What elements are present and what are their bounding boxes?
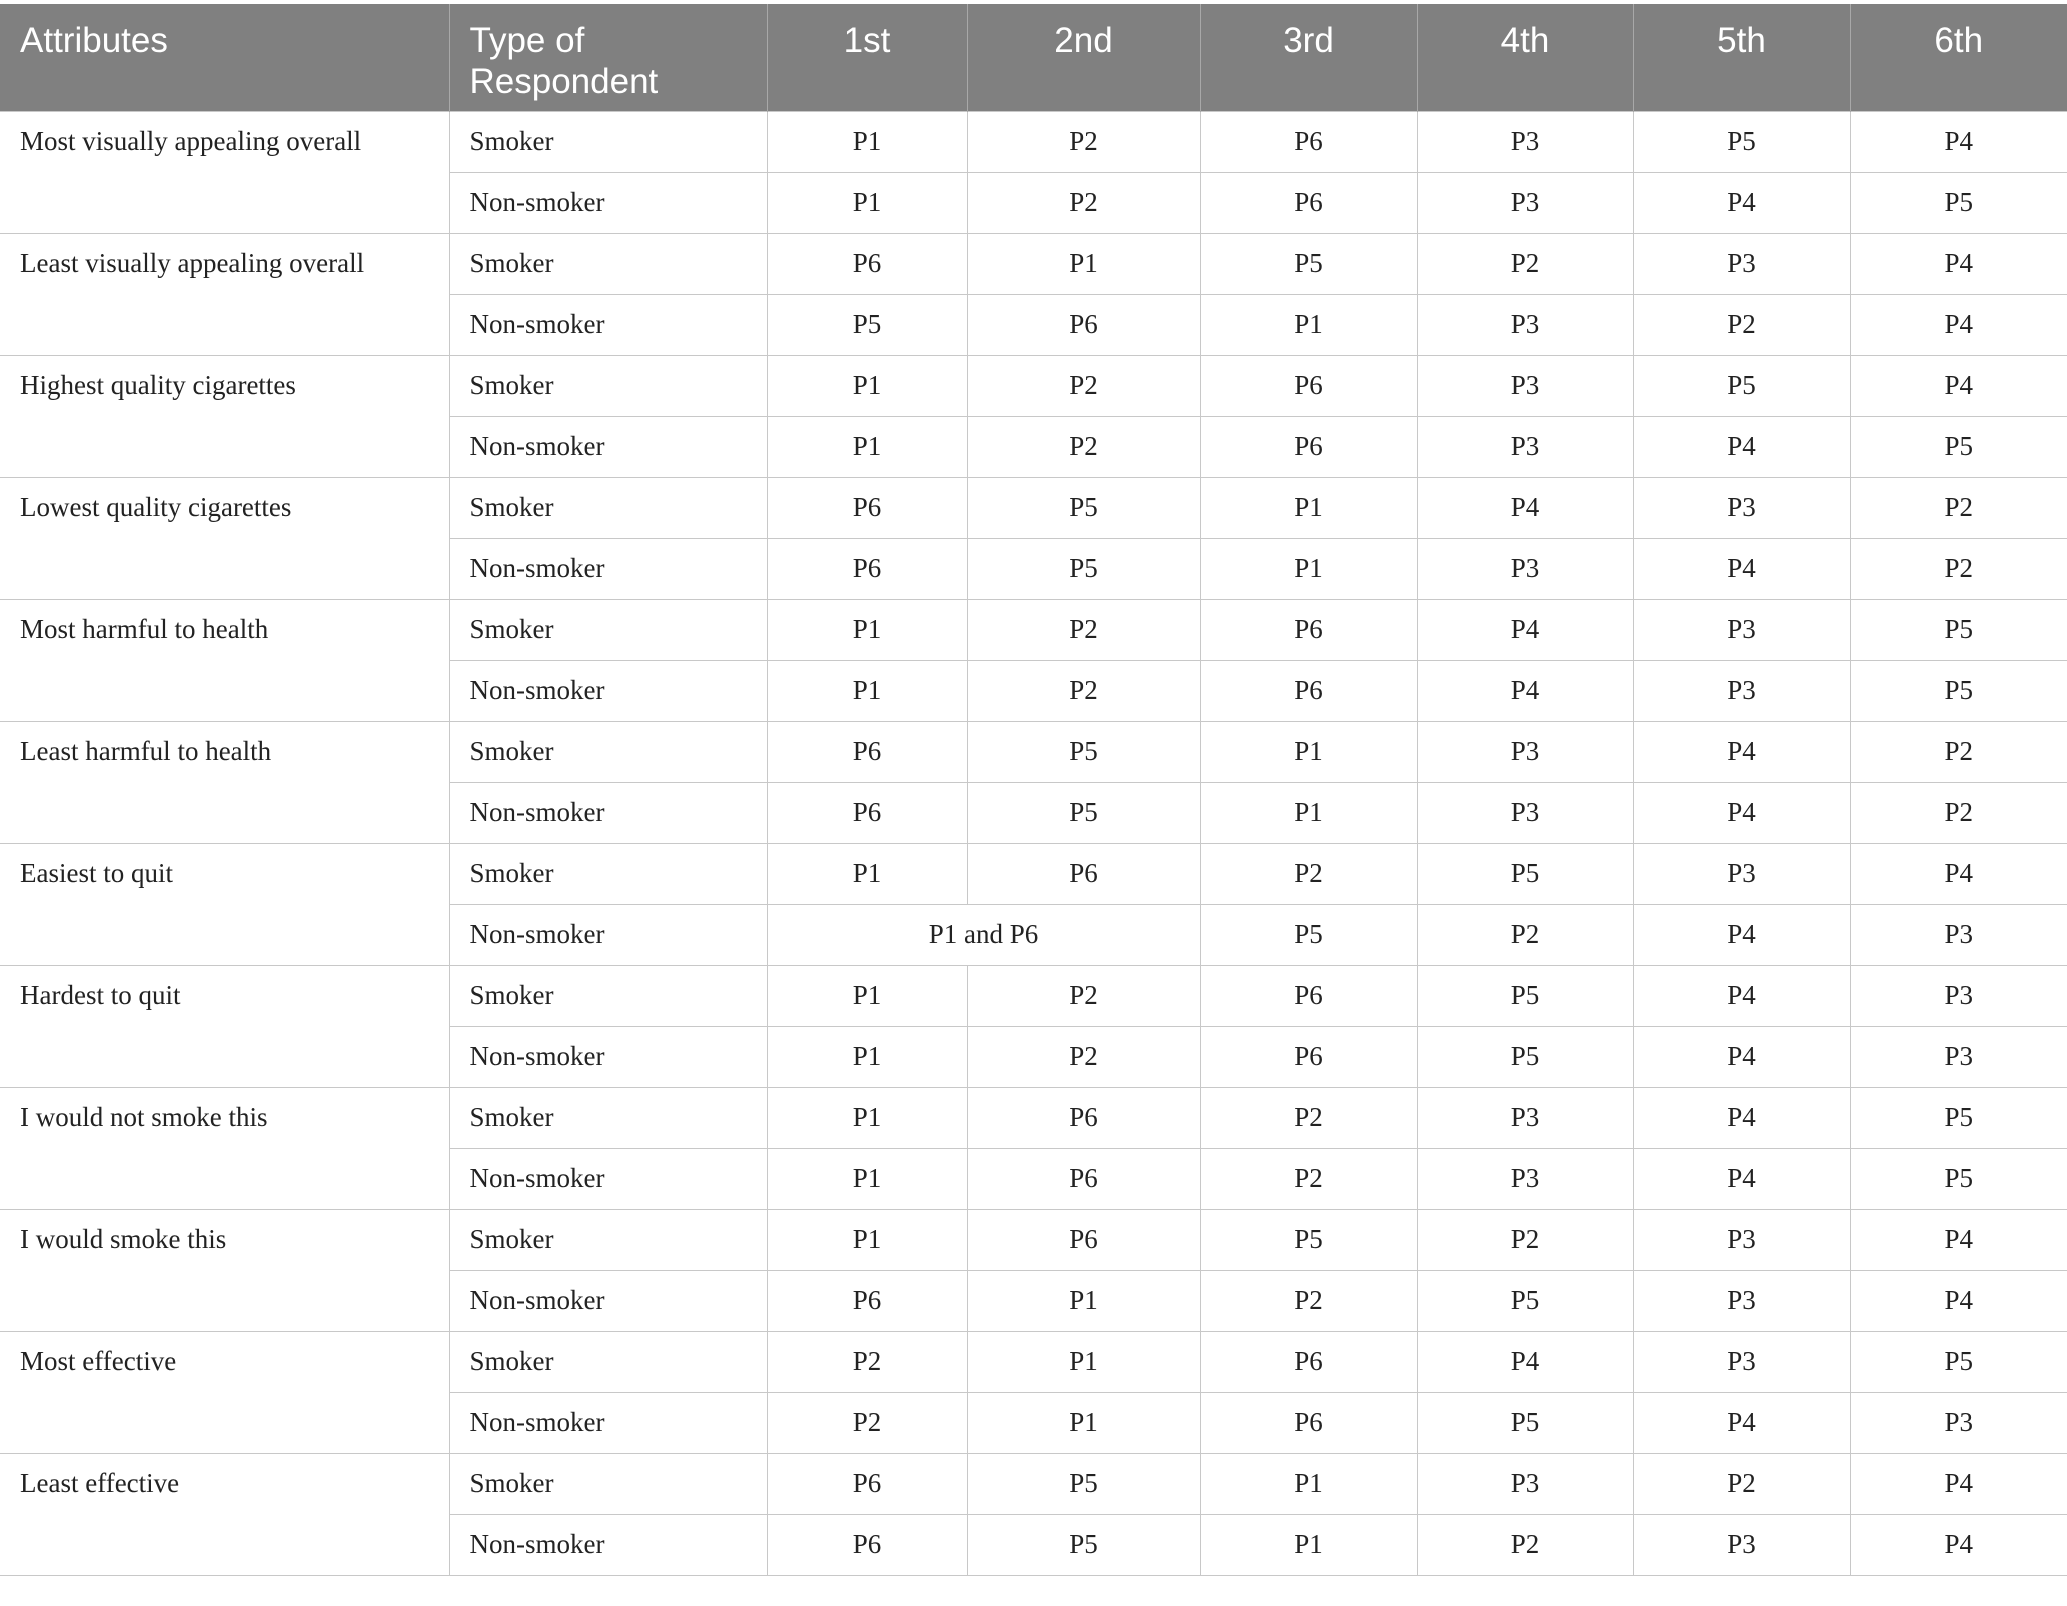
rank-cell: P3 <box>1633 233 1850 294</box>
rank-cell: P3 <box>1633 843 1850 904</box>
rank-cell: P1 <box>767 1026 967 1087</box>
rank-cell: P1 <box>767 843 967 904</box>
respondent-cell: Smoker <box>449 1209 767 1270</box>
rank-cell: P5 <box>967 782 1200 843</box>
rank-cell: P5 <box>1417 965 1633 1026</box>
rank-cell: P6 <box>967 843 1200 904</box>
respondent-cell: Non-smoker <box>449 172 767 233</box>
respondent-cell: Smoker <box>449 477 767 538</box>
attribute-cell: Least effective <box>0 1453 449 1575</box>
rank-cell: P3 <box>1417 782 1633 843</box>
attribute-cell: I would not smoke this <box>0 1087 449 1209</box>
rank-cell: P3 <box>1633 599 1850 660</box>
rank-cell: P3 <box>1417 294 1633 355</box>
respondent-cell: Non-smoker <box>449 1514 767 1575</box>
header-rank-5: 5th <box>1633 4 1850 111</box>
rank-cell: P3 <box>1633 660 1850 721</box>
attribute-cell: Highest quality cigarettes <box>0 355 449 477</box>
rank-cell: P6 <box>1200 172 1417 233</box>
rank-cell: P6 <box>767 1514 967 1575</box>
rank-cell: P6 <box>767 782 967 843</box>
rank-cell: P2 <box>967 416 1200 477</box>
table-row <box>0 233 2067 294</box>
rank-cell: P4 <box>1850 843 2067 904</box>
rank-cell: P6 <box>1200 1392 1417 1453</box>
header-attributes: Attributes <box>0 4 449 111</box>
header-rank-6: 6th <box>1850 4 2067 111</box>
rank-cell: P5 <box>967 1453 1200 1514</box>
rank-cell: P1 <box>767 660 967 721</box>
rank-cell: P3 <box>1417 172 1633 233</box>
attribute-cell: Most effective <box>0 1331 449 1453</box>
rank-cell: P5 <box>767 294 967 355</box>
respondent-cell: Smoker <box>449 721 767 782</box>
rank-cell: P6 <box>1200 660 1417 721</box>
rank-cell: P3 <box>1850 1026 2067 1087</box>
table-row <box>0 965 2067 1026</box>
rank-cell: P3 <box>1417 1148 1633 1209</box>
rank-cell: P4 <box>1417 1331 1633 1392</box>
attribute-cell: Lowest quality cigarettes <box>0 477 449 599</box>
table-row <box>0 721 2067 782</box>
rank-cell: P3 <box>1850 904 2067 965</box>
rank-cell: P5 <box>1850 660 2067 721</box>
rank-cell: P5 <box>1417 1026 1633 1087</box>
rank-cell: P6 <box>767 477 967 538</box>
respondent-cell: Non-smoker <box>449 538 767 599</box>
rank-cell: P1 <box>767 965 967 1026</box>
rank-cell: P6 <box>1200 416 1417 477</box>
rank-cell: P3 <box>1417 1453 1633 1514</box>
rank-cell: P2 <box>1633 1453 1850 1514</box>
rank-cell: P1 <box>1200 782 1417 843</box>
respondent-cell: Non-smoker <box>449 1270 767 1331</box>
rank-cell: P1 and P6 <box>767 904 1200 965</box>
rank-cell: P2 <box>1200 1148 1417 1209</box>
rank-cell: P4 <box>1850 111 2067 172</box>
rank-cell: P1 <box>1200 294 1417 355</box>
respondent-cell: Smoker <box>449 965 767 1026</box>
attribute-cell: Most visually appealing overall <box>0 111 449 233</box>
respondent-cell: Smoker <box>449 355 767 416</box>
rank-cell: P5 <box>1633 355 1850 416</box>
respondent-cell: Non-smoker <box>449 1026 767 1087</box>
rank-cell: P5 <box>967 1514 1200 1575</box>
rank-cell: P5 <box>967 538 1200 599</box>
rank-cell: P4 <box>1417 599 1633 660</box>
table-row <box>0 1331 2067 1392</box>
rank-cell: P3 <box>1417 111 1633 172</box>
table-header <box>0 4 2067 111</box>
rank-cell: P6 <box>1200 111 1417 172</box>
rank-cell: P2 <box>1200 1270 1417 1331</box>
rank-cell: P4 <box>1850 1514 2067 1575</box>
rank-cell: P6 <box>767 538 967 599</box>
table-row <box>0 477 2067 538</box>
rank-cell: P2 <box>967 111 1200 172</box>
rank-cell: P3 <box>1417 416 1633 477</box>
attribute-cell: I would smoke this <box>0 1209 449 1331</box>
respondent-cell: Smoker <box>449 1331 767 1392</box>
respondent-cell: Non-smoker <box>449 782 767 843</box>
rank-cell: P5 <box>1633 111 1850 172</box>
rank-cell: P6 <box>1200 965 1417 1026</box>
rank-cell: P6 <box>767 233 967 294</box>
header-respondent <box>449 4 767 111</box>
ranking-table <box>0 4 2067 1576</box>
rank-cell: P2 <box>967 355 1200 416</box>
rank-cell: P1 <box>767 1209 967 1270</box>
rank-cell: P1 <box>767 416 967 477</box>
rank-cell: P3 <box>1417 721 1633 782</box>
rank-cell: P2 <box>1850 477 2067 538</box>
rank-cell: P1 <box>967 233 1200 294</box>
rank-cell: P4 <box>1633 965 1850 1026</box>
attribute-cell: Hardest to quit <box>0 965 449 1087</box>
rank-cell: P6 <box>967 1209 1200 1270</box>
rank-cell: P1 <box>767 1087 967 1148</box>
rank-cell: P4 <box>1633 782 1850 843</box>
rank-cell: P5 <box>1417 843 1633 904</box>
rank-cell: P5 <box>1200 904 1417 965</box>
respondent-cell: Non-smoker <box>449 294 767 355</box>
attribute-cell: Most harmful to health <box>0 599 449 721</box>
respondent-cell: Non-smoker <box>449 660 767 721</box>
rank-cell: P2 <box>967 965 1200 1026</box>
rank-cell: P2 <box>967 1026 1200 1087</box>
rank-cell: P6 <box>967 1148 1200 1209</box>
rank-cell: P2 <box>967 599 1200 660</box>
rank-cell: P2 <box>1417 1209 1633 1270</box>
header-row <box>0 4 2067 111</box>
table-row <box>0 111 2067 172</box>
attribute-cell: Easiest to quit <box>0 843 449 965</box>
rank-cell: P5 <box>967 721 1200 782</box>
respondent-cell: Non-smoker <box>449 904 767 965</box>
table-body <box>0 111 2067 1575</box>
rank-cell: P2 <box>1850 721 2067 782</box>
rank-cell: P5 <box>1417 1270 1633 1331</box>
rank-cell: P4 <box>1850 1209 2067 1270</box>
rank-cell: P2 <box>1417 1514 1633 1575</box>
rank-cell: P6 <box>767 721 967 782</box>
rank-cell: P1 <box>767 111 967 172</box>
rank-cell: P2 <box>967 660 1200 721</box>
table-row <box>0 1453 2067 1514</box>
rank-cell: P1 <box>967 1331 1200 1392</box>
rank-cell: P5 <box>1850 1148 2067 1209</box>
rank-cell: P1 <box>1200 1514 1417 1575</box>
rank-cell: P4 <box>1633 721 1850 782</box>
rank-cell: P5 <box>1850 1331 2067 1392</box>
rank-cell: P6 <box>1200 1331 1417 1392</box>
rank-cell: P6 <box>1200 599 1417 660</box>
rank-cell: P1 <box>767 355 967 416</box>
rank-cell: P4 <box>1850 1453 2067 1514</box>
rank-cell: P2 <box>767 1331 967 1392</box>
rank-cell: P3 <box>1417 538 1633 599</box>
rank-cell: P6 <box>967 1087 1200 1148</box>
respondent-cell: Non-smoker <box>449 416 767 477</box>
rank-cell: P6 <box>767 1453 967 1514</box>
rank-cell: P2 <box>1200 1087 1417 1148</box>
respondent-cell: Smoker <box>449 1453 767 1514</box>
rank-cell: P3 <box>1633 1270 1850 1331</box>
rank-cell: P1 <box>967 1270 1200 1331</box>
rank-cell: P5 <box>1417 1392 1633 1453</box>
rank-cell: P3 <box>1633 1331 1850 1392</box>
header-respondent-line1: Type of <box>469 21 585 60</box>
rank-cell: P1 <box>767 1148 967 1209</box>
rank-cell: P4 <box>1850 233 2067 294</box>
rank-cell: P6 <box>967 294 1200 355</box>
respondent-cell: Smoker <box>449 1087 767 1148</box>
rank-cell: P4 <box>1417 477 1633 538</box>
rank-cell: P5 <box>1200 1209 1417 1270</box>
respondent-cell: Smoker <box>449 599 767 660</box>
rank-cell: P4 <box>1633 1026 1850 1087</box>
rank-cell: P4 <box>1633 538 1850 599</box>
rank-cell: P4 <box>1633 904 1850 965</box>
rank-cell: P2 <box>767 1392 967 1453</box>
rank-cell: P5 <box>1850 1087 2067 1148</box>
rank-cell: P2 <box>1417 233 1633 294</box>
rank-cell: P2 <box>967 172 1200 233</box>
rank-cell: P4 <box>1633 416 1850 477</box>
rank-cell: P3 <box>1417 1087 1633 1148</box>
rank-cell: P5 <box>1200 233 1417 294</box>
rank-cell: P4 <box>1417 660 1633 721</box>
rank-cell: P2 <box>1200 843 1417 904</box>
attribute-cell: Least harmful to health <box>0 721 449 843</box>
rank-cell: P1 <box>1200 477 1417 538</box>
rank-cell: P3 <box>1633 1209 1850 1270</box>
rank-cell: P6 <box>1200 355 1417 416</box>
rank-cell: P4 <box>1850 355 2067 416</box>
rank-cell: P5 <box>967 477 1200 538</box>
rank-cell: P2 <box>1633 294 1850 355</box>
table-row <box>0 843 2067 904</box>
table-row <box>0 599 2067 660</box>
header-rank-4: 4th <box>1417 4 1633 111</box>
respondent-cell: Smoker <box>449 233 767 294</box>
rank-cell: P5 <box>1850 172 2067 233</box>
rank-cell: P3 <box>1633 477 1850 538</box>
rank-cell: P1 <box>1200 1453 1417 1514</box>
rank-cell: P3 <box>1850 1392 2067 1453</box>
rank-cell: P3 <box>1850 965 2067 1026</box>
rank-cell: P1 <box>1200 721 1417 782</box>
rank-cell: P4 <box>1633 1087 1850 1148</box>
respondent-cell: Non-smoker <box>449 1392 767 1453</box>
rank-cell: P2 <box>1417 904 1633 965</box>
respondent-cell: Non-smoker <box>449 1148 767 1209</box>
rank-cell: P4 <box>1633 172 1850 233</box>
respondent-cell: Smoker <box>449 111 767 172</box>
rank-cell: P2 <box>1850 782 2067 843</box>
table-row <box>0 355 2067 416</box>
table-row <box>0 1209 2067 1270</box>
rank-cell: P3 <box>1633 1514 1850 1575</box>
header-rank-2: 2nd <box>967 4 1200 111</box>
rank-cell: P1 <box>1200 538 1417 599</box>
table-row <box>0 1087 2067 1148</box>
rank-cell: P6 <box>767 1270 967 1331</box>
rank-cell: P4 <box>1633 1392 1850 1453</box>
rank-cell: P4 <box>1850 294 2067 355</box>
rank-cell: P1 <box>967 1392 1200 1453</box>
rank-cell: P5 <box>1850 416 2067 477</box>
rank-cell: P3 <box>1417 355 1633 416</box>
rank-cell: P4 <box>1633 1148 1850 1209</box>
rank-cell: P4 <box>1850 1270 2067 1331</box>
respondent-cell: Smoker <box>449 843 767 904</box>
header-rank-3: 3rd <box>1200 4 1417 111</box>
header-rank-1: 1st <box>767 4 967 111</box>
attribute-cell: Least visually appealing overall <box>0 233 449 355</box>
rank-cell: P1 <box>767 172 967 233</box>
header-respondent-line2: Respondent <box>469 62 659 101</box>
rank-cell: P2 <box>1850 538 2067 599</box>
rank-cell: P6 <box>1200 1026 1417 1087</box>
rank-cell: P5 <box>1850 599 2067 660</box>
rank-cell: P1 <box>767 599 967 660</box>
